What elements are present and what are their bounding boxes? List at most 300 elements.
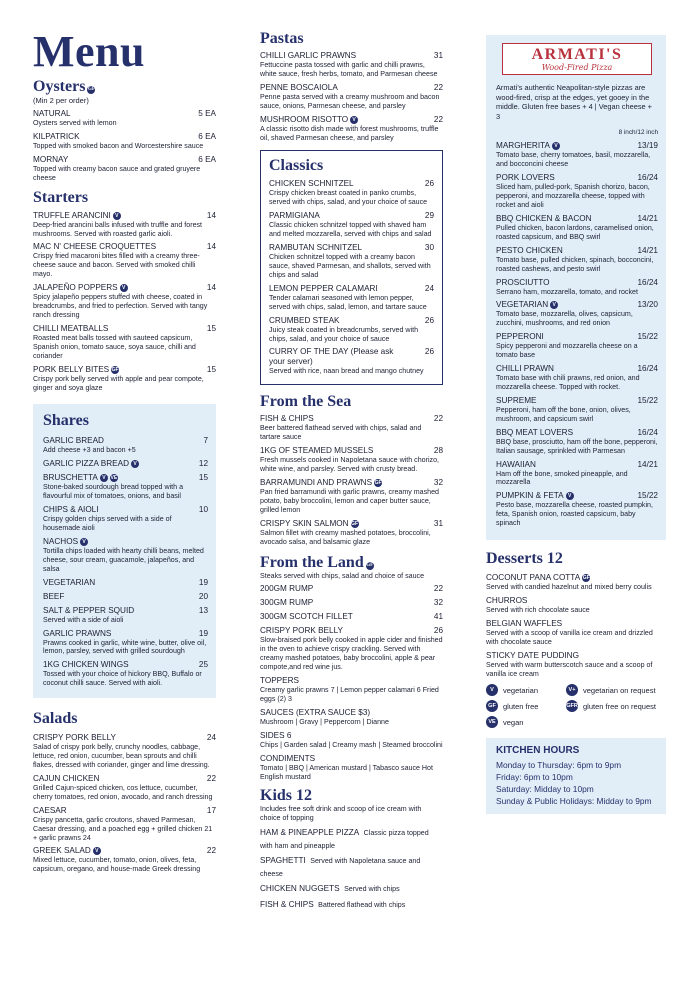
item-name-text: BBQ CHICKEN & BACON [496,213,592,223]
menu-item [33,774,216,802]
legend-label: gluten free [503,701,539,711]
item-name-text: 300GM SCOTCH FILLET [260,612,353,622]
kids-intro: Includes free soft drink and scoop of ice cream with choice of topping [260,805,422,823]
menu-item [43,606,208,625]
item-description: A classic risotto dish made with forest mushrooms, truffle oil, shaved Parmesan cheese, and parsley [260,124,439,142]
item-description: Served with a side of aioli [43,615,124,624]
item-name [496,364,658,374]
item-name [496,214,658,224]
item-name-text: KILPATRICK [33,131,80,141]
item-name [43,537,208,547]
item-name [260,754,443,764]
item-name-text: MUSHROOM RISOTTO [260,114,349,124]
item-name-text: CHILLI PRAWN [496,364,554,374]
land-section [260,554,443,781]
item-description: Spicy pepperoni and mozzarella cheese on a tomato base [496,342,638,360]
item-name [43,578,208,588]
menu-item [33,806,216,843]
classics-section [260,150,443,385]
menu-item [33,211,216,239]
item-name-text: PEPPERONI [496,332,544,342]
item-price: 14 [206,283,216,293]
item-price: 26 [433,626,443,636]
item-name [260,626,443,636]
menu-item [269,211,434,239]
sea-section [260,393,443,546]
kitchen-hours-box [486,738,666,814]
legend-item [566,700,661,712]
item-name [260,708,443,718]
item-description: Crispy pork belly served with apple and pear compote, ginger and soya glaze [33,374,204,392]
item-description: Tossed with your choice of hickory BBQ, Buffalo or coconut chilli sauce. Served with aioli. [43,670,202,688]
item-name [33,242,216,252]
legend-item [486,700,566,712]
vegetarian-icon: V [552,142,560,150]
menu-item [43,473,208,501]
menu-title: Menu [33,27,145,76]
item-price: 28 [433,446,443,456]
item-name-text: CHILLI MEATBALLS [33,323,109,333]
item-name-text: 300GM RUMP [260,598,314,608]
item-price: 26 [424,347,434,357]
logo-name: ARMATI'S [531,46,623,63]
item-description: Spicy jalapeño peppers stuffed with cheese, coated in breadcrumbs, and fried to perfection. Served with tangy ranch dressing [33,293,208,319]
menu-item [43,660,208,688]
item-price: 14 [206,242,216,252]
item-price: 26 [424,315,434,325]
menu-item [269,347,434,376]
item-name [269,179,434,189]
item-description: Chicken schnitzel topped with a creamy bacon sauce, shaved Parmesan, and shallots, served with chips and salad [269,253,431,279]
menu-item [33,155,216,183]
item-price: 24 [206,733,216,743]
item-name-text: BELGIAN WAFFLES [486,618,563,628]
item-description: Tender calamari seasoned with lemon pepper, served with chips, salad, lemon, and tartare sauce [269,293,427,311]
item-name [486,596,666,606]
hours-line: Sunday & Public Holidays: Midday to 9pm [496,796,652,807]
gf-icon: GF [366,563,374,569]
menu-item [260,626,443,672]
item-description: Roasted meat balls tossed with sauteed capsicum, Spanish onion, tomato sauce, soya sauce, chilli and coriander [33,333,196,360]
item-name [496,491,658,501]
gf-icon: GF [87,87,95,92]
item-name [260,478,443,488]
menu-item [496,428,658,456]
item-name [33,155,216,165]
item-price: 31 [433,51,443,60]
menu-item [496,332,658,360]
menu-item [486,619,666,647]
item-price: 22 [433,414,443,424]
item-price: 22 [206,773,216,783]
item-name [486,573,666,583]
item-price: 19 [198,577,208,587]
item-description: Creamy garlic prawns 7 | Lemon pepper calamari 6 Fried eggs (2) 3 [260,686,439,703]
item-description: Pulled chicken, bacon lardons, caramelised onion, roasted capsicum, and BBQ swirl [496,223,654,241]
item-description: BBQ base, prosciutto, ham off the bone, pepperoni, Italian sausage, sprinkled with Parmesan [496,437,658,455]
item-name-extra: (Please ask your server) [269,347,394,367]
item-name-text: MAC N' CHEESE CROQUETTES [33,242,157,252]
item-name [496,300,658,310]
item-name [33,132,216,142]
menu-item [33,733,216,770]
item-price: 15/22 [637,332,658,342]
item-description: Fresh mussels cooked in Napoletana sauce with chorizo, white wine, and parsley. Served with crusty bread. [260,456,440,474]
item-description: Served with a scoop of vanilla ice cream and drizzled with chocolate sauce [486,628,653,646]
item-description: Fettuccine pasta tossed with garlic and chilli prawns, white sauce, fresh herbs, tomato, and Parmesan cheese [260,61,438,78]
hours-line: Saturday: Midday to 10pm [496,784,594,795]
shares-section [33,404,216,698]
item-description: Prawns cooked in garlic, white wine, butter, olive oil, lemon, parsley, served with grilled sourdough [43,638,207,656]
item-name [43,629,208,639]
item-name [33,774,216,784]
item-description: Grilled Cajun-spiced chicken, cos lettuce, cucumber, cherry tomatoes, red onion, avocado, and ranch dressing [33,783,213,801]
dietary-legend [486,684,661,732]
menu-item [260,446,443,474]
item-name-text: VEGETARIAN [43,577,96,587]
item-description: Salad of crispy pork belly, crunchy noodles, cabbage, lettuce, red onion, cucumber, bean sprouts and chilli flakes, dressed with coriander, ginger and lime dressing. [33,743,210,769]
item-price: 17 [206,805,216,815]
item-price: 5 EA [198,109,216,118]
item-name [43,459,208,469]
item-description: Crispy chicken breast coated in panko crumbs, served with chips, salad, and your choice of sauce [269,189,428,207]
menu-item [269,284,434,312]
menu-item [260,731,443,750]
item-name [260,612,443,622]
menu-item [33,132,216,151]
item-price: 16/24 [637,427,658,437]
vegetarian-icon: V [113,212,121,220]
item-description: Mixed lettuce, cucumber, tomato, onion, olives, feta, capsicum, oregano, and house-made Greek dressing [33,856,201,874]
item-name-text: CHIPS & AIOLI [43,505,99,515]
sea-heading: From the Sea [260,393,352,411]
item-description: Ham off the bone, smoked pineapple, and mozzarella [496,469,628,487]
item-name-text: BEEF [43,591,65,601]
item-description: Tomato base, cherry tomatoes, basil, mozzarella, and bocconcini cheese [496,151,651,169]
menu-item [260,51,443,79]
armatis-logo [502,43,652,75]
vegetarian-icon: V [350,116,358,124]
vegetarian-icon: V [550,301,558,309]
item-name: FISH & CHIPS [260,899,314,909]
gluten-free-icon: GF [111,366,119,373]
item-name-text: PROSCIUTTO [496,277,550,287]
item-description: Served with Napoletana sauce and cheese [260,857,421,878]
item-name [486,619,666,629]
shares-heading: Shares [43,412,89,430]
oysters-list [33,109,216,183]
item-name [486,651,666,661]
item-name [260,51,443,61]
item-name-text: BARRAMUNDI AND PRAWNS [260,477,373,487]
menu-item [43,592,208,602]
sea-list [260,414,443,546]
item-name-text: TRUFFLE ARANCINI [33,210,111,220]
item-name [496,173,658,183]
item-name-text: BRUSCHETTA [43,473,98,483]
starters-heading: Starters [33,188,89,206]
item-name [496,460,658,470]
item-price: 22 [433,584,443,594]
menu-item [43,459,208,469]
item-price: 24 [424,283,434,293]
item-name [269,284,434,294]
column-middle [260,30,443,913]
item-description: Tomato base with chili prawns, red onion, and mozzarella cheese. Topped with rocket. [496,374,640,391]
item-name-text: PESTO CHICKEN [496,245,563,255]
item-name [33,846,216,856]
item-name-text: CAESAR [33,805,67,815]
menu-item [43,629,208,657]
pizza-section [486,35,666,540]
item-price: 16/24 [637,277,658,287]
item-description: Battered flathead with chips [318,900,406,909]
item-description: Topped with creamy bacon sauce and grated gruyere cheese [33,164,201,182]
menu-item [260,414,443,442]
item-name [43,660,208,670]
item-name-text: CRISPY SKIN SALMON [260,518,349,528]
item-name [260,598,443,608]
pizza-intro: Armati's authentic Neapolitan-style pizzas are wood-fired, crisp at the edges, yet gooey in the middle. Gluten free bases + 4 | Vegan cheese + 3 [496,83,652,121]
item-name-text: HAWAIIAN [496,459,536,469]
item-description: Deep-fried arancini balls infused with truffle and forest mushrooms. Served with roasted garlic aioli. [33,220,203,238]
item-name-text: CRISPY PORK BELLY [33,733,116,743]
salads-list [33,733,216,874]
item-description: Served with rice, naan bread and mango chutney [269,367,424,376]
item-name: SPAGHETTI [260,856,306,866]
item-name [33,109,216,119]
menu-item [269,179,434,207]
starters-section [33,189,216,393]
classics-list [269,179,434,376]
menu-item [43,436,208,455]
kids-list [260,826,443,910]
item-name [269,347,434,367]
item-name-text: PARMIGIANA [269,211,320,221]
item-name [260,414,443,424]
item-name-text: BBQ MEAT LOVERS [496,427,574,437]
land-list [260,584,443,672]
legend-label: vegan [503,717,524,727]
item-name [260,115,443,125]
menu-item [33,846,216,874]
item-name [33,283,216,293]
item-price: 7 [203,436,208,446]
item-description: Beer battered flathead served with chips, salad and tartare sauce [260,424,422,442]
menu-item [43,505,208,533]
item-price: 16/24 [637,173,658,183]
vegetarian-icon: V [100,474,108,482]
item-description: Tomato | BBQ | American mustard | Tabasco sauce Hot English mustard [260,763,433,781]
legend-item [486,716,566,728]
item-description: Add cheese +3 and bacon +5 [43,446,136,455]
item-description: Chips | Garden salad | Creamy mash | Steamed broccolini [260,740,443,749]
diet-icon: GFR [566,700,578,712]
item-name-text: JALAPEÑO POPPERS [33,283,118,293]
hours-line: Monday to Thursday: 6pm to 9pm [496,760,622,771]
legend-label: vegetarian on request [583,685,656,695]
menu-item [260,676,443,704]
salads-heading: Salads [33,710,78,728]
item-price: 29 [424,211,434,221]
pizza-list [496,141,658,528]
item-name-text: NATURAL [33,109,71,118]
item-price: 15 [206,323,216,333]
item-name-text: 1KG OF STEAMED MUSSELS [260,446,374,456]
item-description: Tomato base, mozzarella, olives, capsicum, zucchini, mushrooms, and red onion [496,310,633,328]
menu-item [33,283,216,320]
item-name-text: CONDIMENTS [260,753,316,763]
item-name-text: FISH & CHIPS [260,414,314,424]
vegetarian-icon: V [80,538,88,546]
item-description: Pan fried barramundi with garlic prawns, creamy mashed potato, baby broccolini, lemon and caper butter sauce, grilled lemon [260,487,439,514]
oysters-note: (Min 2 per order) [33,96,89,105]
column-left [33,0,216,878]
item-description: Tomato base, pulled chicken, spinach, bocconcini, roasted cashews, and pesto swirl [496,255,654,273]
item-description: Penne pasta served with a creamy mushroom and bacon sauce, onions, Parmesan cheese, and parsley [260,92,440,110]
item-name [496,396,658,406]
salads-section [33,710,216,874]
menu-item [43,578,208,588]
menu-item [260,612,443,622]
item-description: Crispy golden chips served with a side of housemade aioli [43,515,172,533]
item-price: 16/24 [637,364,658,374]
menu-item [260,115,443,143]
item-description: Served with chips [344,885,400,894]
item-price: 15 [206,364,216,374]
item-name-text: GARLIC PRAWNS [43,628,112,638]
item-name-text: CRUMBED STEAK [269,315,340,325]
land-intro: Steaks served with chips, salad and choice of sauce [260,572,425,581]
item-price: 10 [198,505,208,515]
oysters-section [33,78,216,183]
menu-item [486,651,666,679]
item-price: 22 [206,846,216,856]
item-name [496,246,658,256]
item-price: 26 [424,179,434,189]
starters-list [33,211,216,393]
menu-item [269,316,434,344]
diet-icon: V+ [566,684,578,696]
menu-item [486,596,666,615]
hours-heading: KITCHEN HOURS [496,745,580,757]
item-description: Classic pizza topped with ham and pineapple [260,829,429,850]
menu-item [33,242,216,279]
item-name [496,428,658,438]
item-name-text: PUMPKIN & FETA [496,491,564,501]
item-name-text: STICKY DATE PUDDING [486,650,579,660]
item-name [496,278,658,288]
item-name-text: CHILLI GARLIC PRAWNS [260,51,357,60]
item-name [269,243,434,253]
item-description: Juicy steak coated in breadcrumbs, served with chips, salad, and your choice of sauce [269,325,419,343]
item-price: 13/19 [637,141,658,151]
oysters-heading: Oysters GF [33,78,95,95]
item-description: Pepperoni, ham off the bone, onion, olives, mushroom, and capsicum swirl [496,405,631,423]
item-name-text: LEMON PEPPER CALAMARI [269,283,378,293]
gluten-free-icon: GF [351,520,359,527]
item-name [43,473,208,483]
item-name [496,141,658,151]
kids-section [260,787,443,910]
land-heading: From the Land GF [260,554,374,572]
item-name-text: CHURROS [486,595,528,605]
item-name-text: SIDES 6 [260,730,292,740]
item-price: 13/20 [637,300,658,310]
menu-item [269,243,434,280]
item-name-text: 200GM RUMP [260,584,314,594]
item-name-text: RAMBUTAN SCHNITZEL [269,243,363,253]
menu-item [260,598,443,608]
item-name [33,733,216,743]
item-name-text: PENNE BOSCAIOLA [260,82,338,92]
item-description: Served with warm butterscotch sauce and a scoop of vanilla ice cream [486,660,653,678]
item-name [260,519,443,529]
vegetarian-icon: V [131,460,139,468]
menu-item [260,754,443,782]
item-name [33,806,216,816]
desserts-list [486,573,666,678]
gluten-free-icon: GF [374,479,382,486]
item-name: HAM & PINEAPPLE PIZZA [260,828,360,838]
item-name-text: PORK LOVERS [496,173,555,183]
item-name-text: CHICKEN SCHNITZEL [269,179,354,189]
item-description: Slow-braised pork belly cooked in apple cider and finished in the oven to achieve crispy crackling. Served with creamy mashed potatoes, baby broccolini, apple & pear compote,and red wine jus. [260,636,443,672]
menu-item [496,491,658,528]
classics-heading: Classics [269,157,324,175]
item-name-text: SALT & PEPPER SQUID [43,605,135,615]
vegetarian-icon: V [120,284,128,292]
item-description: Stone-baked sourdough bread topped with a flavourful mix of tomatoes, onions, and basil [43,483,184,501]
vegan-icon: VE [110,475,118,482]
item-name [269,211,434,221]
menu-item [496,173,658,210]
menu-item [496,364,658,392]
item-price: 41 [433,612,443,622]
shares-list [43,436,208,688]
item-name [43,436,208,446]
item-price: 25 [198,660,208,670]
item-price: 30 [424,243,434,253]
item-price: 14/21 [637,459,658,469]
item-name [33,211,216,221]
menu-item [260,519,443,547]
menu-item [43,537,208,574]
item-name-text: VEGETARIAN [496,300,549,310]
item-name-text: GREEK SALAD [33,846,91,856]
item-name [260,731,443,741]
item-description: Serrano ham, mozzarella, tomato, and rocket [496,287,638,296]
menu-item [496,396,658,424]
item-name [33,324,216,334]
vegetarian-icon: V [486,684,498,696]
item-price: 19 [198,628,208,638]
item-price: 14/21 [637,245,658,255]
menu-item [486,573,666,592]
column-right [486,35,666,814]
pastas-list [260,51,443,142]
menu-item [496,246,658,274]
item-description: Pesto base, mozzarella cheese, roasted pumpkin, feta, Spanish onion, roasted capsicum, baby spinach [496,501,653,528]
vegetarian-icon: V [566,492,574,500]
menu-item [260,584,443,594]
item-name [260,446,443,456]
item-description: Served with rich chocolate sauce [486,605,590,614]
item-price: 12 [198,459,208,469]
item-name-text: CURRY OF THE DAY [269,347,349,357]
item-name [33,365,216,375]
kids-heading: Kids 12 [260,787,313,805]
